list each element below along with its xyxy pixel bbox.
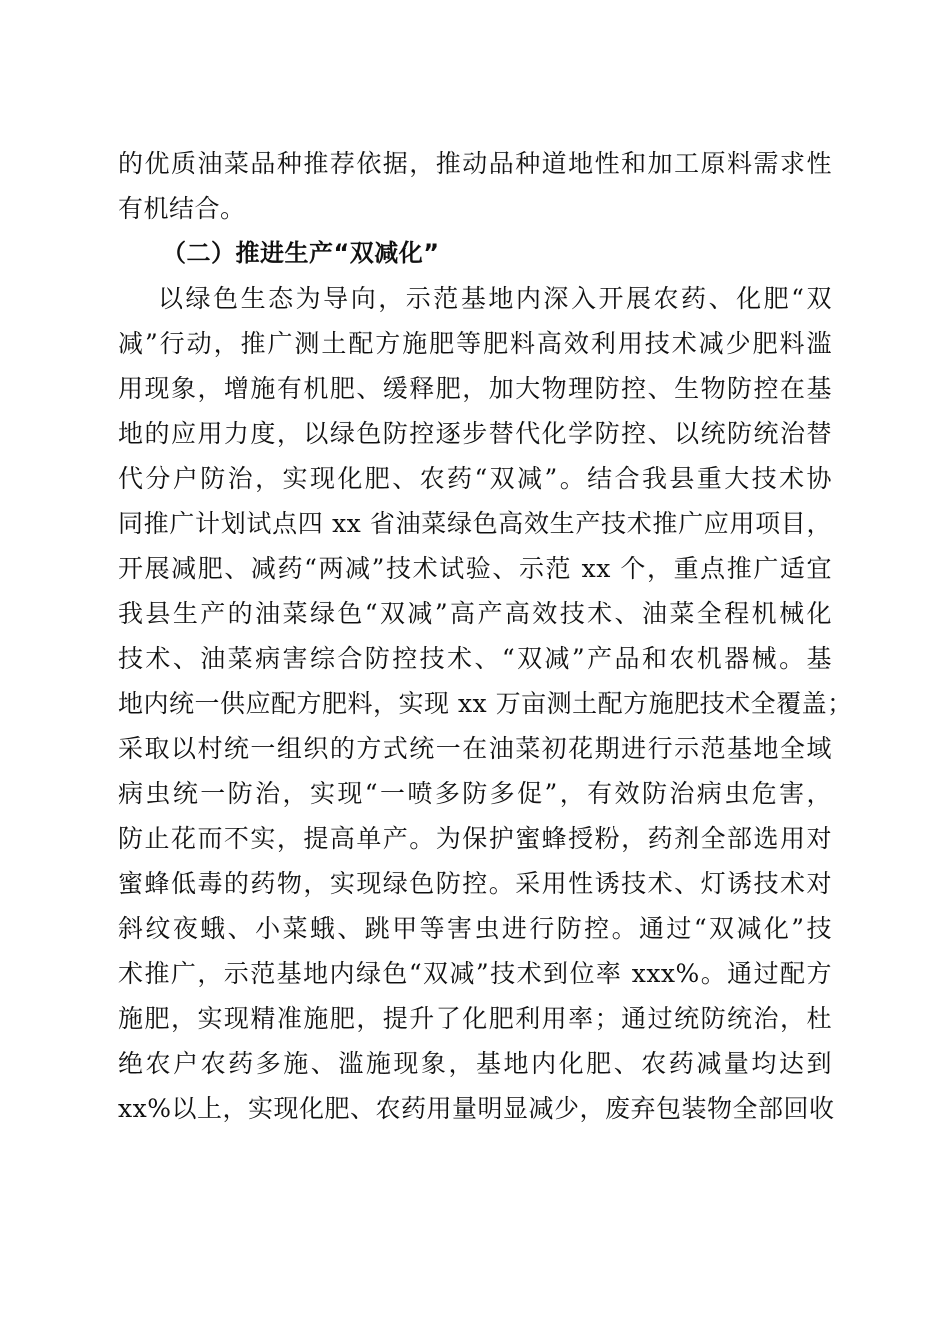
text-line: 采取以村统一组织的方式统一在油菜初花期进行示范基地全域: [118, 734, 832, 763]
text-line: 减”行动，推广测土配方施肥等肥料高效利用技术减少肥料滥: [118, 329, 832, 358]
text-line: 代分户防治，实现化肥、农药“双减”。结合我县重大技术协: [118, 464, 832, 493]
section-heading: （二）推进生产“双减化”: [162, 239, 440, 267]
text-line: 绝农户农药多施、滥施现象，基地内化肥、农药减量均达到: [118, 1049, 832, 1078]
document-body: [118, 141, 853, 1131]
text-line: 地的应用力度，以绿色防控逐步替代化学防控、以统防统治替: [118, 419, 832, 448]
text-line: 有机结合。: [118, 194, 246, 223]
text-line: 用现象，增施有机肥、缓释肥，加大物理防控、生物防控在基: [118, 374, 832, 403]
paragraph-double-reduction: [118, 276, 853, 1131]
text-line: 斜纹夜蛾、小菜蛾、跳甲等害虫进行防控。通过“双减化”技: [118, 914, 832, 943]
text-line: 技术、油菜病害综合防控技术、“双减”产品和农机器械。基: [118, 644, 832, 673]
paragraph-continued: [118, 141, 832, 231]
text-line: xx%以上，实现化肥、农药用量明显减少，废弃包装物全部回收: [118, 1094, 835, 1123]
text-line: 以绿色生态为导向，示范基地内深入开展农药、化肥“双: [158, 284, 832, 313]
text-line: 的优质油菜品种推荐依据，推动品种道地性和加工原料需求性: [118, 149, 832, 178]
text-line: 我县生产的油菜绿色“双减”高产高效技术、油菜全程机械化: [118, 599, 832, 628]
text-line: 地内统一供应配方肥料，实现 xx 万亩测土配方施肥技术全覆盖；: [118, 689, 853, 718]
text-line: 同推广计划试点四 xx 省油菜绿色高效生产技术推广应用项目，: [118, 509, 832, 538]
text-line: 病虫统一防治，实现“一喷多防多促”，有效防治病虫危害，: [118, 779, 832, 808]
text-line: 开展减肥、减药“两减”技术试验、示范 xx 个，重点推广适宜: [118, 554, 832, 583]
text-line: 术推广，示范基地内绿色“双减”技术到位率 xxx%。通过配方: [118, 959, 832, 988]
text-line: 防止花而不实，提高单产。为保护蜜蜂授粉，药剂全部选用对: [118, 824, 832, 853]
text-line: 蜜蜂低毒的药物，实现绿色防控。采用性诱技术、灯诱技术对: [118, 869, 832, 898]
text-line: 施肥，实现精准施肥，提升了化肥利用率；通过统防统治，杜: [118, 1004, 832, 1033]
